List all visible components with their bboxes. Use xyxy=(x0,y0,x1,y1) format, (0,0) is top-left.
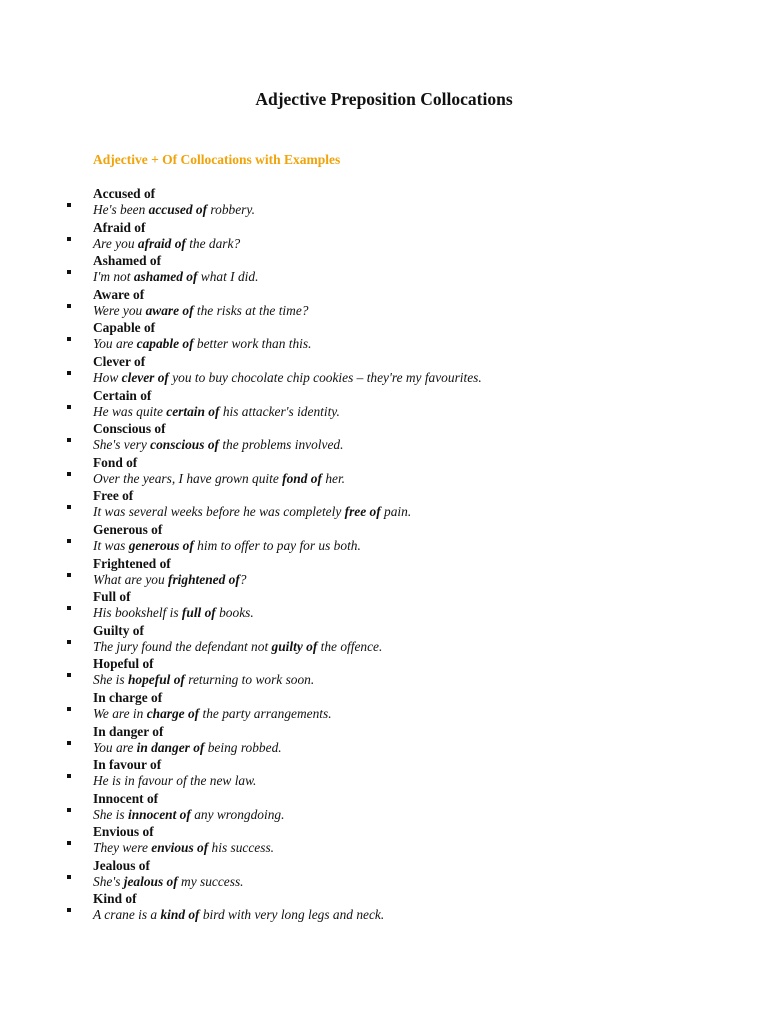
list-item xyxy=(0,319,768,353)
example-before: He's been xyxy=(93,202,149,217)
example-sentence xyxy=(93,369,482,386)
example-sentence xyxy=(93,571,247,588)
bullet-icon xyxy=(67,539,71,543)
example-sentence xyxy=(93,873,244,890)
example-sentence xyxy=(93,268,258,285)
example-before: It was xyxy=(93,537,129,553)
bullet-icon xyxy=(67,237,71,241)
example-after: what I did. xyxy=(197,269,259,285)
example-collocation: capable of xyxy=(136,336,194,352)
example-sentence xyxy=(93,638,382,655)
collocation-term: In danger of xyxy=(93,723,164,739)
bullet-icon xyxy=(67,640,71,644)
section-heading: Adjective + Of Collocations with Examples xyxy=(93,152,341,167)
example-sentence xyxy=(93,772,256,789)
example-before: He is in favour of the new law. xyxy=(93,773,257,789)
list-item xyxy=(0,454,768,488)
list-item xyxy=(0,353,768,387)
example-sentence xyxy=(93,235,240,252)
list-item xyxy=(0,219,768,253)
example-collocation: ashamed of xyxy=(133,269,198,285)
list-item xyxy=(0,387,768,421)
example-after: my success. xyxy=(177,873,244,889)
example-after: the offence. xyxy=(317,638,383,654)
example-before: She is xyxy=(93,672,128,688)
example-sentence xyxy=(93,503,411,520)
collocation-term: Envious of xyxy=(93,824,154,840)
example-after: the problems involved. xyxy=(218,437,344,453)
example-collocation: kind of xyxy=(160,907,200,923)
example-sentence xyxy=(93,739,282,756)
example-collocation: generous of xyxy=(128,537,194,553)
list-item xyxy=(0,252,768,286)
example-after: better work than this. xyxy=(193,336,312,352)
example-sentence xyxy=(93,705,332,722)
example-collocation: fond of xyxy=(282,470,322,486)
list-item xyxy=(0,823,768,857)
example-collocation: accused of xyxy=(148,202,208,217)
example-after: his attacker's identity. xyxy=(219,403,340,419)
list-item xyxy=(0,420,768,454)
collocation-term: In favour of xyxy=(93,757,162,773)
list-item xyxy=(0,756,768,790)
example-sentence xyxy=(93,302,308,319)
example-after: the dark? xyxy=(185,235,241,251)
example-before: We are in xyxy=(93,705,147,721)
bullet-icon xyxy=(67,371,71,375)
bullet-icon xyxy=(67,270,71,274)
example-before: She is xyxy=(93,806,128,822)
list-item xyxy=(0,185,768,219)
list-item xyxy=(0,890,768,924)
list-item xyxy=(0,790,768,824)
example-sentence xyxy=(93,403,340,420)
collocation-term: Accused of xyxy=(93,186,156,201)
bullet-icon xyxy=(67,438,71,442)
example-before: Over the years, I have grown quite xyxy=(93,470,283,486)
collocation-term: Innocent of xyxy=(93,790,159,806)
example-collocation: full of xyxy=(181,605,216,621)
bullet-icon xyxy=(67,304,71,308)
example-before: He was quite xyxy=(93,403,167,419)
example-sentence xyxy=(93,906,384,923)
bullet-icon xyxy=(67,741,71,745)
example-before: How xyxy=(93,369,122,385)
collocation-term: Frightened of xyxy=(93,555,171,571)
bullet-icon xyxy=(67,337,71,341)
example-before: She's very xyxy=(93,437,151,453)
example-before: The jury found the defendant not xyxy=(93,638,272,654)
list-item xyxy=(0,655,768,689)
collocation-term: In charge of xyxy=(93,689,163,705)
bullet-icon xyxy=(67,505,71,509)
example-collocation: guilty of xyxy=(271,638,318,654)
example-before: They were xyxy=(93,840,152,856)
bullet-icon xyxy=(67,774,71,778)
example-sentence xyxy=(93,470,345,487)
example-after: robbery. xyxy=(207,202,255,217)
bullet-icon xyxy=(67,606,71,610)
example-collocation: frightened of xyxy=(168,571,240,587)
example-before: She's xyxy=(93,873,124,889)
example-before: What are you xyxy=(93,571,168,587)
example-after: any wrongdoing. xyxy=(190,806,285,822)
bullet-icon xyxy=(67,908,71,912)
collocation-term: Hopeful of xyxy=(93,656,154,672)
example-collocation: aware of xyxy=(145,302,194,318)
list-item xyxy=(0,487,768,521)
bullet-icon xyxy=(67,472,71,476)
example-collocation: in danger of xyxy=(136,739,205,755)
list-item xyxy=(0,286,768,320)
example-after: ? xyxy=(239,571,247,587)
bullet-icon xyxy=(67,707,71,711)
example-after: you to buy chocolate chip cookies – they're my favourites. xyxy=(168,369,482,385)
collocation-term: Guilty of xyxy=(93,622,144,638)
example-before: A crane is a xyxy=(93,907,161,923)
list-item xyxy=(0,588,768,622)
collocation-term: Afraid of xyxy=(93,219,146,235)
example-sentence xyxy=(93,436,343,453)
example-before: You are xyxy=(93,739,137,755)
list-item xyxy=(0,723,768,757)
bullet-icon xyxy=(67,573,71,577)
list-item xyxy=(0,555,768,589)
example-collocation: hopeful of xyxy=(127,672,185,688)
example-collocation: afraid of xyxy=(137,235,186,251)
example-after: the risks at the time? xyxy=(193,302,309,318)
bullet-icon xyxy=(67,808,71,812)
example-collocation: certain of xyxy=(166,403,220,419)
bullet-icon xyxy=(67,841,71,845)
list-item xyxy=(0,857,768,891)
example-before: It was several weeks before he was completely xyxy=(93,504,345,520)
example-sentence xyxy=(93,806,284,823)
collocation-term: Conscious of xyxy=(93,421,166,437)
example-after: books. xyxy=(215,605,254,621)
collocation-term: Ashamed of xyxy=(93,253,162,269)
collocation-term: Generous of xyxy=(93,521,163,537)
example-sentence xyxy=(93,604,254,621)
collocation-term: Certain of xyxy=(93,387,152,403)
list-item xyxy=(0,521,768,555)
example-sentence xyxy=(93,537,361,554)
collocation-term: Free of xyxy=(93,488,134,504)
example-after: his success. xyxy=(208,840,275,856)
example-after: bird with very long legs and neck. xyxy=(199,907,385,923)
example-collocation: envious of xyxy=(151,840,209,856)
example-collocation: conscious of xyxy=(150,437,219,453)
bullet-icon xyxy=(67,673,71,677)
page-title: Adjective Preposition Collocations xyxy=(255,89,513,109)
example-after: the party arrangements. xyxy=(199,705,332,721)
collocation-term: Fond of xyxy=(93,454,138,470)
example-sentence xyxy=(93,335,311,352)
example-after: him to offer to pay for us both. xyxy=(193,537,361,553)
collocation-term: Jealous of xyxy=(93,857,150,873)
example-sentence xyxy=(93,671,314,688)
bullet-icon xyxy=(67,203,71,207)
example-before: I'm not xyxy=(93,269,134,285)
example-collocation: jealous of xyxy=(123,873,178,889)
example-after: being robbed. xyxy=(204,739,282,755)
collocation-term: Capable of xyxy=(93,320,156,336)
bullet-icon xyxy=(67,875,71,879)
example-after: her. xyxy=(321,470,346,486)
example-before: Were you xyxy=(93,302,146,318)
example-collocation: innocent of xyxy=(127,806,191,822)
example-before: His bookshelf is xyxy=(93,605,182,621)
example-before: You are xyxy=(93,336,137,352)
example-collocation: clever of xyxy=(121,369,169,385)
example-sentence xyxy=(93,839,274,856)
bullet-icon xyxy=(67,405,71,409)
collocation-list xyxy=(0,185,768,924)
example-collocation: free of xyxy=(344,504,381,520)
collocation-term: Kind of xyxy=(93,891,137,907)
list-item xyxy=(0,622,768,656)
example-after: pain. xyxy=(380,504,412,520)
example-before: Are you xyxy=(93,235,138,251)
list-item xyxy=(0,689,768,723)
example-collocation: charge of xyxy=(146,705,200,721)
collocation-term: Full of xyxy=(93,589,131,605)
collocation-term: Clever of xyxy=(93,353,146,369)
collocation-term: Aware of xyxy=(93,286,145,302)
example-after: returning to work soon. xyxy=(184,672,315,688)
example-sentence xyxy=(93,201,255,218)
